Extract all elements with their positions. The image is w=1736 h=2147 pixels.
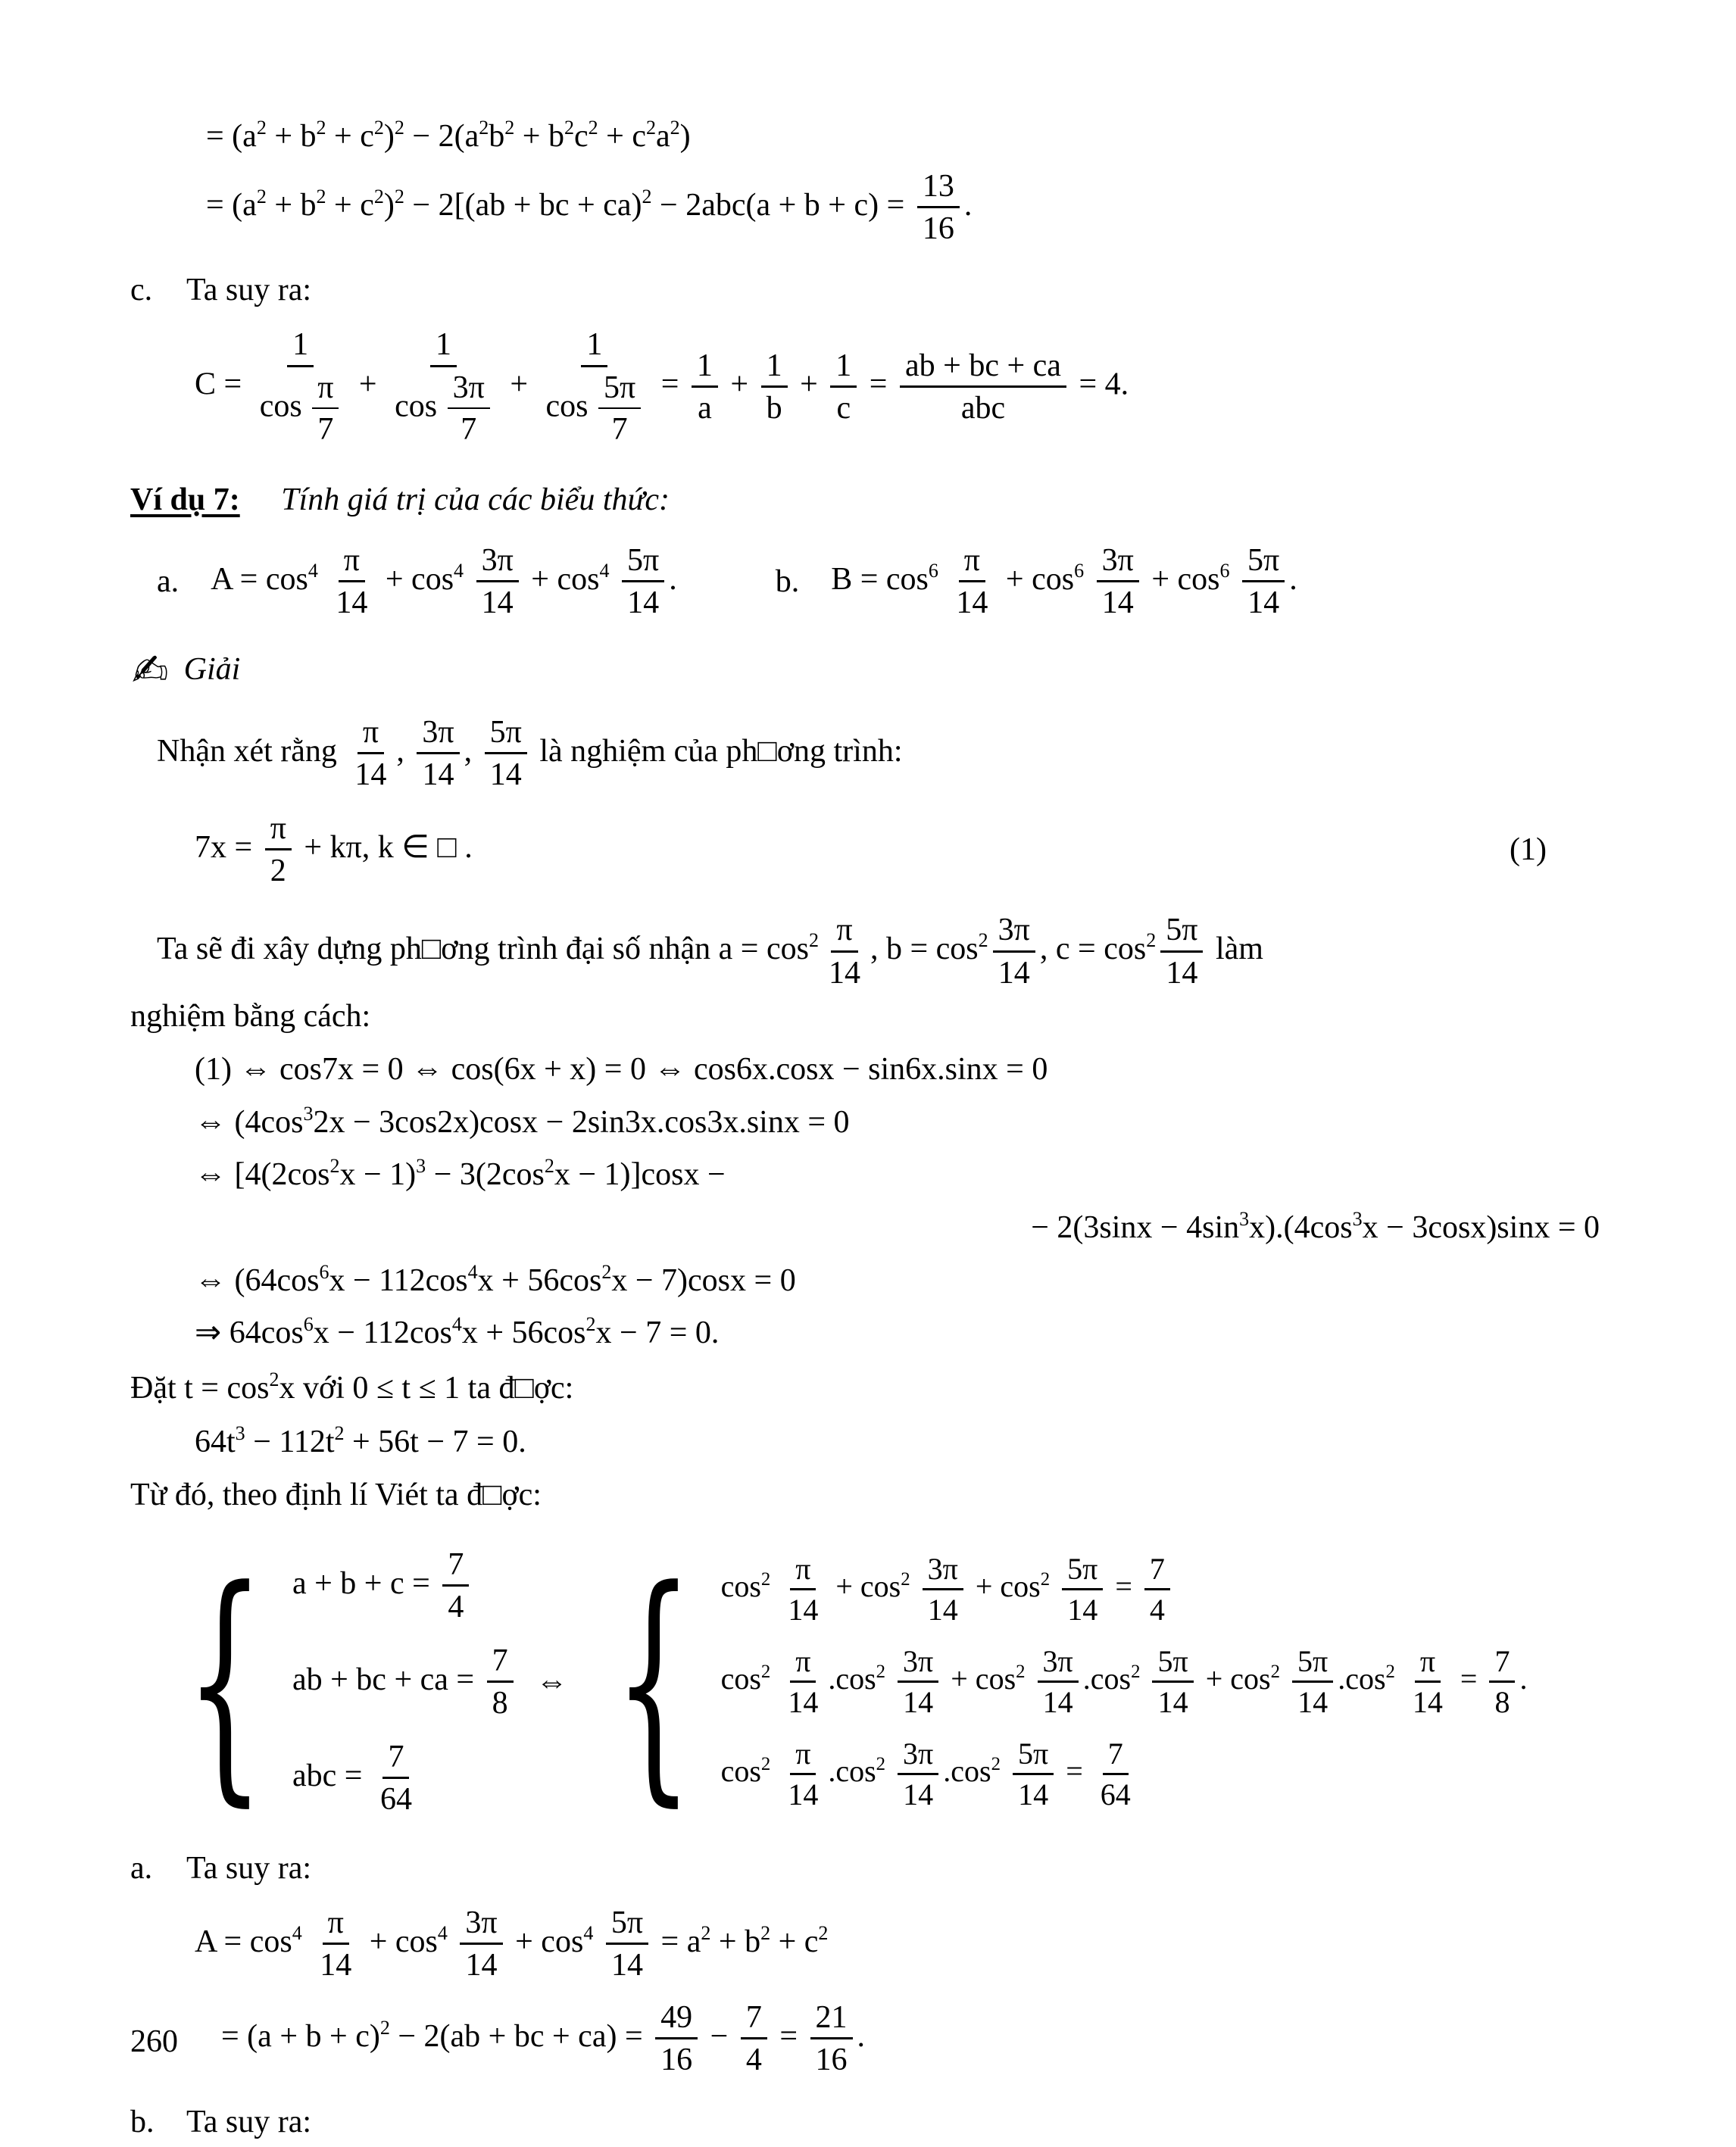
part-a-label: a. — [157, 564, 180, 600]
substitution-line: Đặt $t = \cos^2x$ với 0 ≤ t ≤ 1 ta đ□ợc: — [130, 1368, 574, 1406]
equation-chain-1: (1) ⇔ cos7x = 0 ⇔ cos(6x + x) = 0 ⇔ cos6x.cosx − sin6x.sinx = 0 — [195, 1051, 1048, 1087]
equation-expand-2: = $(a^2 + b^2 + c^2)^2 - 2[(ab$ + bc + ca)$^2$ − 2abc(a + b + c) = $\frac{13}{16}$ . — [206, 168, 973, 247]
list-text-b2: Ta suy ra: — [186, 2104, 312, 2139]
system-left-column — [292, 1538, 518, 1826]
system-left-row: ab + bc + ca = $\frac{7}{8}$ — [292, 1642, 518, 1723]
parts-line — [130, 541, 1607, 623]
system-right-row: $\cos^2$ $\frac{\pi}{14}$ + $\cos^2$ $\frac{3\pi}{14}$ + $\cos^2$ $\frac{5\pi}{14}$ = $\frac{7}{4}$ — [721, 1551, 1528, 1628]
list-label-c: c. — [130, 273, 153, 308]
equation-cubic-t: $64t^3 - 112t^2 + 56t - 7 = 0$. — [195, 1421, 526, 1459]
equation-A-def: $A = \cos^4$ $\frac{\pi}{14}$ + $\cos^4$ $\frac{3\pi}{14}$ + $\cos^4$ $\frac{5\pi}{14}$ . — [211, 543, 677, 621]
iff-symbol: ⇔ — [535, 1664, 568, 1699]
equation-chain-3-continued: − $2(3\sin x - 4\sin^3x).(4\cos^3x - 3\cos x)\sin x = 0$ — [1031, 1207, 1600, 1245]
left-brace: { — [185, 1536, 265, 1827]
system-right-row: $\cos^2$ $\frac{\pi}{14}$ $.\cos^2$ $\frac{3\pi}{14}$ + $\cos^2$ $\frac{3\pi}{14}$ $.\cos^2$ $\frac{5\pi}{14}$ + $\cos^2$ $\frac{5\pi}{14}$ $.\cos^2$ $\frac{\pi}{14}$ = $\frac{7}{8}$ . — [720, 1644, 1528, 1720]
viete-intro-line: Từ đó, theo định lí Viét ta đ□ợc: — [130, 1478, 542, 1513]
pen-icon: ✍ — [132, 644, 169, 696]
example-label: Ví dụ 7: — [130, 482, 240, 518]
equation-chain-4: ⇔ $(64\cos^6x - 112\cos^4x + 56\cos^2x - 7)\cos x = 0$ — [195, 1260, 796, 1298]
right-brace: { — [614, 1536, 694, 1827]
list-item-a2 — [130, 1847, 1607, 1890]
viete-system — [158, 1538, 1607, 1826]
system-right-column — [721, 1543, 1528, 1821]
list-label-b2: b. — [130, 2104, 155, 2139]
list-text-c: Ta suy ra: — [186, 273, 312, 308]
list-item-b2 — [130, 2101, 1607, 2144]
equation-B-def: $B = \cos^6$ $\frac{\pi}{14}$ + $\cos^6$ $\frac{3\pi}{14}$ + $\cos^6$ $\frac{5\pi}{14}$ . — [831, 543, 1297, 621]
equation-A-result-1: $A = \cos^4$ $\frac{\pi}{14}$ + $\cos^4$ $\frac{3\pi}{14}$ + $\cos^4$ $\frac{5\pi}{14}$ = $a^2 + b^2 + c^2$ — [195, 1905, 829, 1983]
equation-C: C = 1 cos $\frac{\pi}{7}$ + 1 cos $\frac{3\pi}{7}$ + 1 cos $\frac{5\pi}{7}$ = $\frac{1}{a}$ + $\frac{1}{b}$ + $\frac{1}{c}$ = $\frac{ab + bc + ca}{\text{abc}}$ = 4. — [195, 327, 1129, 447]
list-item-c — [130, 269, 1607, 312]
solution-heading — [130, 644, 1607, 696]
paragraph-build-2: nghiệm bằng cách: — [130, 999, 371, 1034]
example-title: Tính giá trị của các biểu thức: — [281, 482, 670, 518]
page-number: 260 — [130, 2024, 178, 2060]
remark-line: Nhận xét rằng $\frac{\pi}{14}$ , $\frac{3\pi}{14}$ , $\frac{5\pi}{14}$ là nghiệm của ph□ơng trình: — [157, 714, 903, 793]
solution-label: Giải — [183, 652, 241, 688]
equation-chain-5: ⇒ $64\cos^6x - 112\cos^4x + 56\cos^2x - 7 = 0$. — [195, 1313, 720, 1351]
equation-chain-3: ⇔ $[4(2\cos^2x - 1)^3 - 3(2\cos^2x - 1)]\cos x$ − — [195, 1155, 726, 1193]
list-label-a2: a. — [130, 1851, 153, 1886]
list-text-a2: Ta suy ra: — [186, 1851, 312, 1886]
paragraph-build-1: Ta sẽ đi xây dựng ph□ơng trình đại số nhận $a = \cos^2$ $\frac{\pi}{14}$ , $b = \cos^2$ $\frac{3\pi}{14}$ , $c = \cos^2$ $\frac{5\pi}{14}$ làm — [157, 913, 1263, 991]
system-left-row: abc = $\frac{7}{64}$ — [292, 1739, 412, 1817]
equation-number: (1) — [1510, 832, 1547, 867]
equation-A-result-2: = $(a + b + c)^2 - 2(ab$ + bc + ca) = $\frac{49}{16}$ − $\frac{7}{4}$ = $\frac{21}{16}$ . — [221, 1999, 866, 2078]
equation-7x-line — [130, 810, 1607, 891]
system-left-row: a + b + c = $\frac{7}{4}$ — [292, 1546, 518, 1627]
part-b-label: b. — [775, 564, 800, 600]
equation-chain-2: ⇔ $(4\cos^32x - 3\cos 2x)\cos x - 2\sin 3x.\cos 3x.\sin x = 0$ — [195, 1102, 850, 1140]
equation-7x: 7x = $\frac{\pi}{2}$ + kπ, k ∈ □ . — [195, 810, 473, 888]
equation-expand-1: = $(a^2 + b^2 + c^2)^2 - 2(a^2b^2 + b^2c^2 + c^2a^2)$ — [206, 116, 691, 154]
system-right-row: $\cos^2$ $\frac{\pi}{14}$ $.\cos^2$ $\frac{3\pi}{14}$ $.\cos^2$ $\frac{5\pi}{14}$ = $\frac{7}{64}$ — [720, 1737, 1131, 1812]
example-heading — [130, 479, 1607, 522]
